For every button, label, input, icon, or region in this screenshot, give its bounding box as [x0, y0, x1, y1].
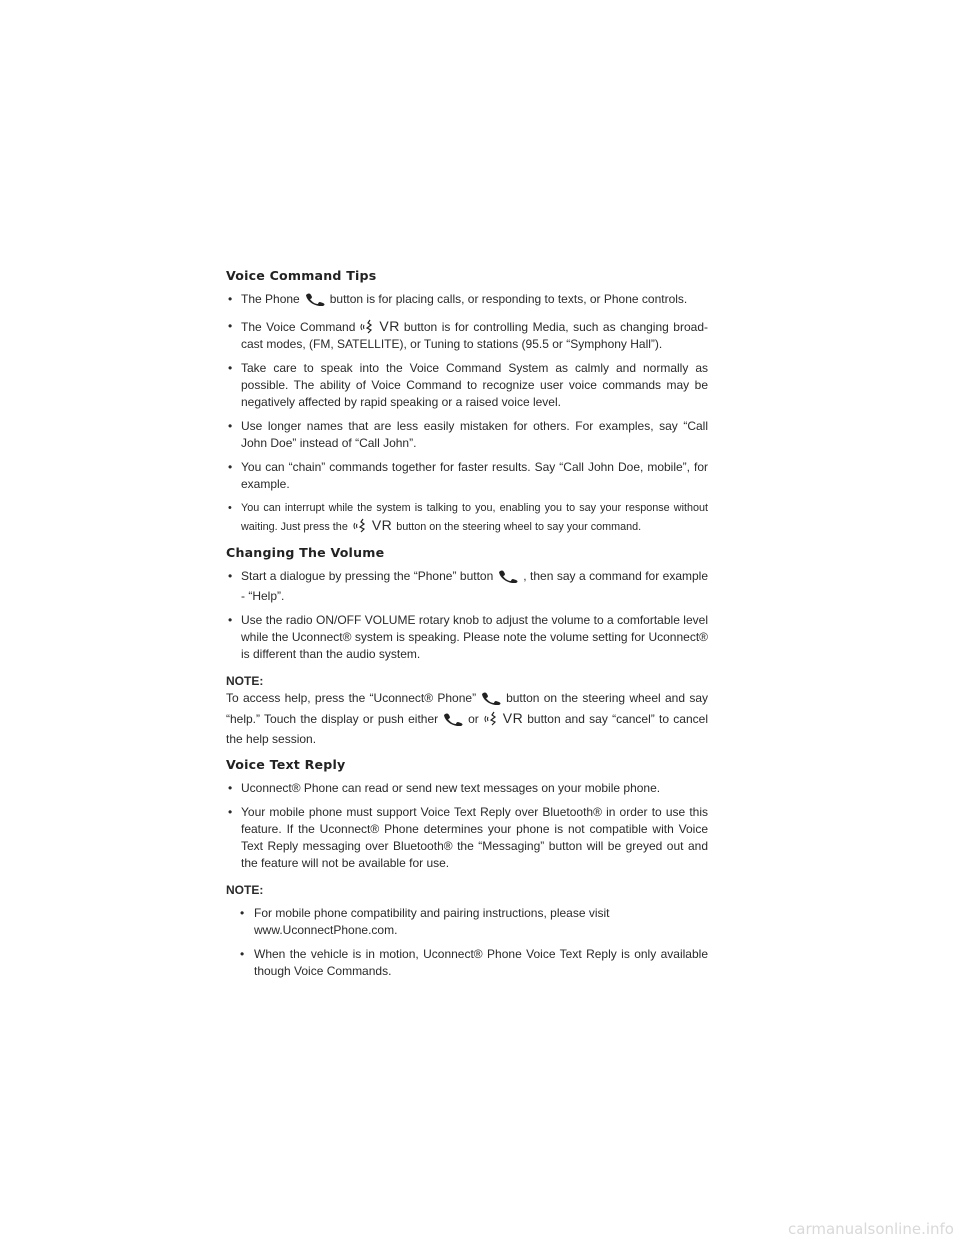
- list-item: • Your mobile phone must support Voice Text Reply over Bluetooth® in order to use this feature. If the Uconnect® Phone determines your phone is not compatible with Voice Text Reply messaging over Bluetooth® the “Messaging” button will be greyed out and the feature will not be available for use.: [226, 804, 708, 872]
- watermark: carmanualsonline.info: [788, 1220, 954, 1238]
- note-text: To access help, press the “Uconnect® Phone” button on the steering wheel and say “help.” Touch the display or push either or VR button and say “cancel” to cancel the help session.: [226, 691, 708, 746]
- phone-icon: [304, 292, 326, 311]
- note-label: NOTE:: [226, 674, 264, 688]
- list-item: • For mobile phone compatibility and pairing instructions, please visit www.UconnectPhone.com.: [226, 905, 708, 939]
- list-item: • Uconnect® Phone can read or send new text messages on your mobile phone.: [226, 780, 708, 797]
- vr-label: VR: [371, 517, 393, 533]
- note-label: NOTE:: [226, 883, 264, 897]
- list-item: • You can interrupt while the system is talking to you, enabling you to say your response without waiting. Just press the VR button on the steering wheel to say your command.: [226, 500, 708, 536]
- manual-page: [226, 268, 708, 987]
- list-item: • When the vehicle is in motion, Uconnect® Phone Voice Text Reply is only available though Voice Commands.: [226, 946, 708, 980]
- vr-label: VR: [502, 710, 524, 726]
- voice-command-icon: [352, 517, 392, 534]
- phone-icon: [442, 712, 464, 731]
- phone-icon: [480, 691, 502, 710]
- vr-label: VR: [379, 318, 400, 334]
- list-item: • The Phone button is for placing calls, or responding to texts, or Phone controls.: [226, 291, 708, 311]
- list-item: • Use the radio ON/OFF VOLUME rotary knob to adjust the volume to a comfortable level while the Uconnect® system is speaking. Please note the volume setting for Uconnect® is different than the audio system.: [226, 612, 708, 663]
- voice-command-icon: [359, 318, 399, 335]
- changing-volume-list: [226, 568, 708, 663]
- section-title-voice-text-reply: Voice Text Reply: [226, 757, 346, 772]
- list-item: • You can “chain” commands together for faster results. Say “Call John Doe, mobile”, for example.: [226, 459, 708, 493]
- list-item: • Take care to speak into the Voice Command System as calmly and normally as possible. The ability of Voice Command to recognize user voice commands may be negatively affected by rapid speaking or a raised voice level.: [226, 360, 708, 411]
- voice-command-tips-list: [226, 291, 708, 536]
- voice-command-icon: [483, 710, 523, 727]
- list-item: • The Voice Command VR button is for controlling Media, such as changing broad-cast modes, (FM, SATELLITE), or Tuning to stations (95.5 or “Symphony Hall”).: [226, 318, 708, 353]
- section-title-changing-volume: Changing The Volume: [226, 545, 385, 560]
- list-item: • Start a dialogue by pressing the “Phone” button , then say a command for example - “Help”.: [226, 568, 708, 605]
- list-item: • Use longer names that are less easily mistaken for others. For examples, say “Call John Doe” instead of “Call John”.: [226, 418, 708, 452]
- phone-icon: [497, 569, 519, 588]
- note-list: [226, 905, 708, 980]
- section-title-voice-command-tips: Voice Command Tips: [226, 268, 377, 283]
- voice-text-reply-list: [226, 780, 708, 872]
